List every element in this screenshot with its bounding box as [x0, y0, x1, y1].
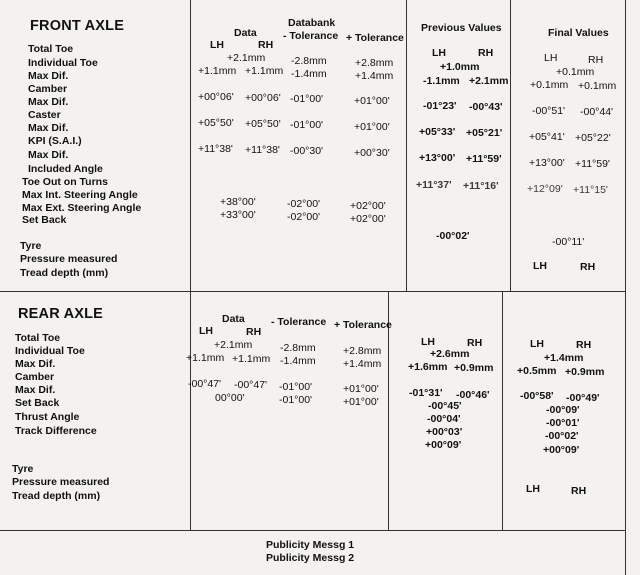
- rear-label-tread: Tread depth (mm): [12, 490, 101, 502]
- front-final-kpi-lh: +13°00': [529, 157, 565, 169]
- front-final-camber-rh: -00°44': [580, 106, 614, 118]
- rear-final-total-toe: +1.4mm: [544, 352, 584, 364]
- front-final-caster-lh: +05°41': [529, 131, 565, 143]
- front-final-caster-rh: +05°22': [575, 132, 611, 144]
- divider-col-1: [190, 0, 191, 530]
- bottom-divider: [0, 530, 625, 531]
- front-caster-rh: +05°50': [245, 118, 281, 130]
- previous-values-header: Previous Values: [421, 22, 502, 34]
- rear-label-individual-toe: Individual Toe: [15, 345, 85, 357]
- rear-toe-plus-tol: +2.8mm: [343, 345, 382, 357]
- front-prev-total-toe: +1.0mm: [440, 61, 480, 73]
- front-toe-minus-tol: -2.8mm: [291, 55, 327, 67]
- front-camber-lh: +00°06': [198, 91, 234, 103]
- front-kpi-minus: -00°30': [290, 145, 324, 157]
- rear-final-tyre-rh: RH: [571, 485, 587, 497]
- rear-label-set-back: Set Back: [15, 397, 60, 409]
- rear-ind-toe-rh: +1.1mm: [232, 353, 271, 365]
- front-prev-lh: LH: [432, 47, 446, 59]
- rear-minus-tol-header: - Tolerance: [271, 316, 327, 328]
- front-prev-kpi-rh: +11°59': [466, 153, 502, 165]
- divider-col-3: [510, 0, 511, 292]
- front-label-total-toe: Total Toe: [28, 43, 74, 55]
- front-label-max-dif: Max Dif.: [28, 122, 69, 134]
- front-int-steer: +38°00': [220, 196, 256, 208]
- front-final-ind-lh: +0.1mm: [530, 79, 569, 91]
- front-plus-tol-header: + Tolerance: [346, 32, 404, 44]
- front-prev-ind-rh: +2.1mm: [469, 75, 509, 87]
- front-kpi-rh: +11°38': [245, 144, 280, 156]
- rear-final-set-back: -00°09': [546, 404, 580, 416]
- publicity-message-1: Publicity Messg 1: [266, 539, 355, 551]
- front-final-incl-lh: +12°09': [527, 183, 563, 195]
- rear-prev-rh: RH: [467, 337, 483, 349]
- front-toe-minus-tol2: -1.4mm: [291, 68, 327, 80]
- divider-col-3-rear: [502, 292, 503, 530]
- rear-label-max-dif: Max Dif.: [15, 384, 56, 396]
- divider-col-4: [625, 0, 626, 575]
- front-ext-steer-minus: -02°00': [287, 211, 321, 223]
- front-final-incl-rh: +11°15': [573, 184, 608, 196]
- front-caster-lh: +05°50': [198, 117, 234, 129]
- front-final-tyre-lh: LH: [533, 260, 547, 272]
- rear-prev-camber-rh: -00°46': [456, 389, 490, 401]
- front-final-camber-lh: -00°51': [532, 105, 566, 117]
- front-prev-incl-lh: +11°37': [416, 179, 452, 191]
- front-label-toe-out: Toe Out on Turns: [22, 176, 108, 188]
- front-ind-toe-rh: +1.1mm: [245, 65, 284, 77]
- front-label-individual-toe: Individual Toe: [28, 57, 98, 69]
- rear-data-lh: LH: [199, 325, 213, 337]
- rear-final-ind-rh: +0.9mm: [565, 366, 605, 378]
- front-label-tyre: Tyre: [20, 240, 42, 252]
- section-divider: [0, 291, 625, 292]
- rear-label-tyre: Tyre: [12, 463, 34, 475]
- rear-final-rh: RH: [576, 339, 592, 351]
- rear-ind-toe-lh: +1.1mm: [186, 352, 225, 364]
- front-data-rh: RH: [258, 39, 274, 51]
- front-label-max-dif: Max Dif.: [28, 149, 69, 161]
- front-prev-kpi-lh: +13°00': [419, 152, 456, 164]
- front-caster-minus: -01°00': [290, 119, 324, 131]
- rear-camber-plus: +01°00': [343, 383, 379, 395]
- front-final-total-toe: +0.1mm: [556, 66, 595, 78]
- front-prev-caster-lh: +05°33': [419, 126, 456, 138]
- front-label-max-ext-steer: Max Ext. Steering Angle: [22, 202, 142, 214]
- front-final-lh: LH: [544, 52, 558, 64]
- rear-final-camber-lh: -00°58': [520, 390, 554, 402]
- rear-label-max-dif: Max Dif.: [15, 358, 56, 370]
- front-minus-tol-header: - Tolerance: [283, 30, 339, 42]
- rear-prev-ind-rh: +0.9mm: [454, 362, 494, 374]
- front-camber-rh: +00°06': [245, 92, 281, 104]
- front-prev-camber-lh: -01°23': [423, 100, 457, 112]
- rear-final-thrust: -00°01': [546, 417, 580, 429]
- rear-final-camber-rh: -00°49': [566, 392, 600, 404]
- front-label-pressure: Pressure measured: [20, 253, 118, 265]
- front-kpi-lh: +11°38': [198, 143, 233, 155]
- rear-label-camber: Camber: [15, 371, 55, 383]
- rear-label-total-toe: Total Toe: [15, 332, 61, 344]
- rear-toe-plus-tol2: +1.4mm: [343, 358, 382, 370]
- front-label-camber: Camber: [28, 83, 68, 95]
- rear-data-rh: RH: [246, 326, 262, 338]
- front-data-header: Data: [234, 27, 257, 39]
- front-label-max-dif: Max Dif.: [28, 70, 69, 82]
- front-final-ind-rh: +0.1mm: [578, 80, 617, 92]
- front-final-kpi-rh: +11°59': [575, 158, 610, 170]
- rear-final-ind-lh: +0.5mm: [517, 365, 557, 377]
- rear-prev-ind-lh: +1.6mm: [408, 361, 448, 373]
- front-label-kpi: KPI (S.A.I.): [28, 135, 82, 147]
- front-prev-incl-rh: +11°16': [463, 180, 499, 192]
- rear-camber-minus: -01°00': [279, 381, 313, 393]
- rear-label-track-difference: Track Difference: [15, 425, 97, 437]
- rear-axle-title: REAR AXLE: [18, 306, 104, 322]
- rear-label-pressure: Pressure measured: [12, 476, 110, 488]
- rear-data-header: Data: [222, 313, 245, 325]
- rear-final-lh: LH: [530, 338, 544, 350]
- front-label-included-angle: Included Angle: [28, 163, 103, 175]
- front-int-steer-minus: -02°00': [287, 198, 321, 210]
- front-axle-title: FRONT AXLE: [30, 18, 125, 34]
- front-total-toe-value: +2.1mm: [227, 52, 266, 64]
- front-label-caster: Caster: [28, 109, 61, 121]
- rear-camber-rh: -00°47': [234, 379, 268, 391]
- front-toe-plus-tol: +2.8mm: [355, 57, 394, 69]
- front-prev-ind-lh: -1.1mm: [423, 75, 460, 87]
- final-values-header: Final Values: [548, 27, 609, 39]
- front-prev-rh: RH: [478, 47, 494, 59]
- rear-total-toe-value: +2.1mm: [214, 339, 253, 351]
- rear-prev-extra: +00°09': [425, 439, 462, 451]
- front-kpi-plus: +00°30': [354, 147, 390, 159]
- databank-title: Databank: [288, 17, 336, 29]
- rear-toe-minus-tol2: -1.4mm: [280, 355, 316, 367]
- rear-final-track: -00°02': [545, 430, 579, 442]
- rear-prev-thrust: -00°04': [427, 413, 461, 425]
- rear-toe-minus-tol: -2.8mm: [280, 342, 316, 354]
- front-label-set-back: Set Back: [22, 214, 67, 226]
- front-ext-steer-plus: +02°00': [350, 213, 386, 225]
- front-label-max-dif: Max Dif.: [28, 96, 69, 108]
- front-data-lh: LH: [210, 39, 224, 51]
- rear-set-back-minus: -01°00': [279, 394, 313, 406]
- front-final-set-back: -00°11': [552, 236, 585, 248]
- rear-prev-total-toe: +2.6mm: [430, 348, 470, 360]
- front-ext-steer: +33°00': [220, 209, 256, 221]
- rear-camber-lh: -00°47': [188, 378, 222, 390]
- publicity-message-2: Publicity Messg 2: [266, 552, 355, 564]
- front-final-rh: RH: [588, 54, 604, 66]
- rear-set-back-plus: +01°00': [343, 396, 379, 408]
- rear-label-thrust-angle: Thrust Angle: [15, 411, 80, 423]
- front-camber-plus: +01°00': [354, 95, 390, 107]
- rear-final-extra: +00°09': [543, 444, 580, 456]
- front-toe-plus-tol2: +1.4mm: [355, 70, 394, 82]
- front-label-tread: Tread depth (mm): [20, 267, 109, 279]
- front-prev-camber-rh: -00°43': [469, 101, 503, 113]
- rear-prev-lh: LH: [421, 336, 435, 348]
- front-prev-caster-rh: +05°21': [466, 127, 503, 139]
- rear-final-tyre-lh: LH: [526, 483, 540, 495]
- rear-prev-camber-lh: -01°31': [409, 387, 443, 399]
- front-final-tyre-rh: RH: [580, 261, 596, 273]
- divider-col-2: [406, 0, 407, 292]
- rear-plus-tol-header: + Tolerance: [334, 319, 392, 331]
- rear-prev-set-back: -00°45': [428, 400, 462, 412]
- front-label-max-int-steer: Max Int. Steering Angle: [22, 189, 138, 201]
- front-caster-plus: +01°00': [354, 121, 390, 133]
- front-ind-toe-lh: +1.1mm: [198, 65, 237, 77]
- front-int-steer-plus: +02°00': [350, 200, 386, 212]
- rear-set-back: 00°00': [215, 392, 245, 404]
- front-prev-set-back: -00°02': [436, 230, 470, 242]
- front-camber-minus: -01°00': [290, 93, 324, 105]
- rear-prev-track: +00°03': [426, 426, 463, 438]
